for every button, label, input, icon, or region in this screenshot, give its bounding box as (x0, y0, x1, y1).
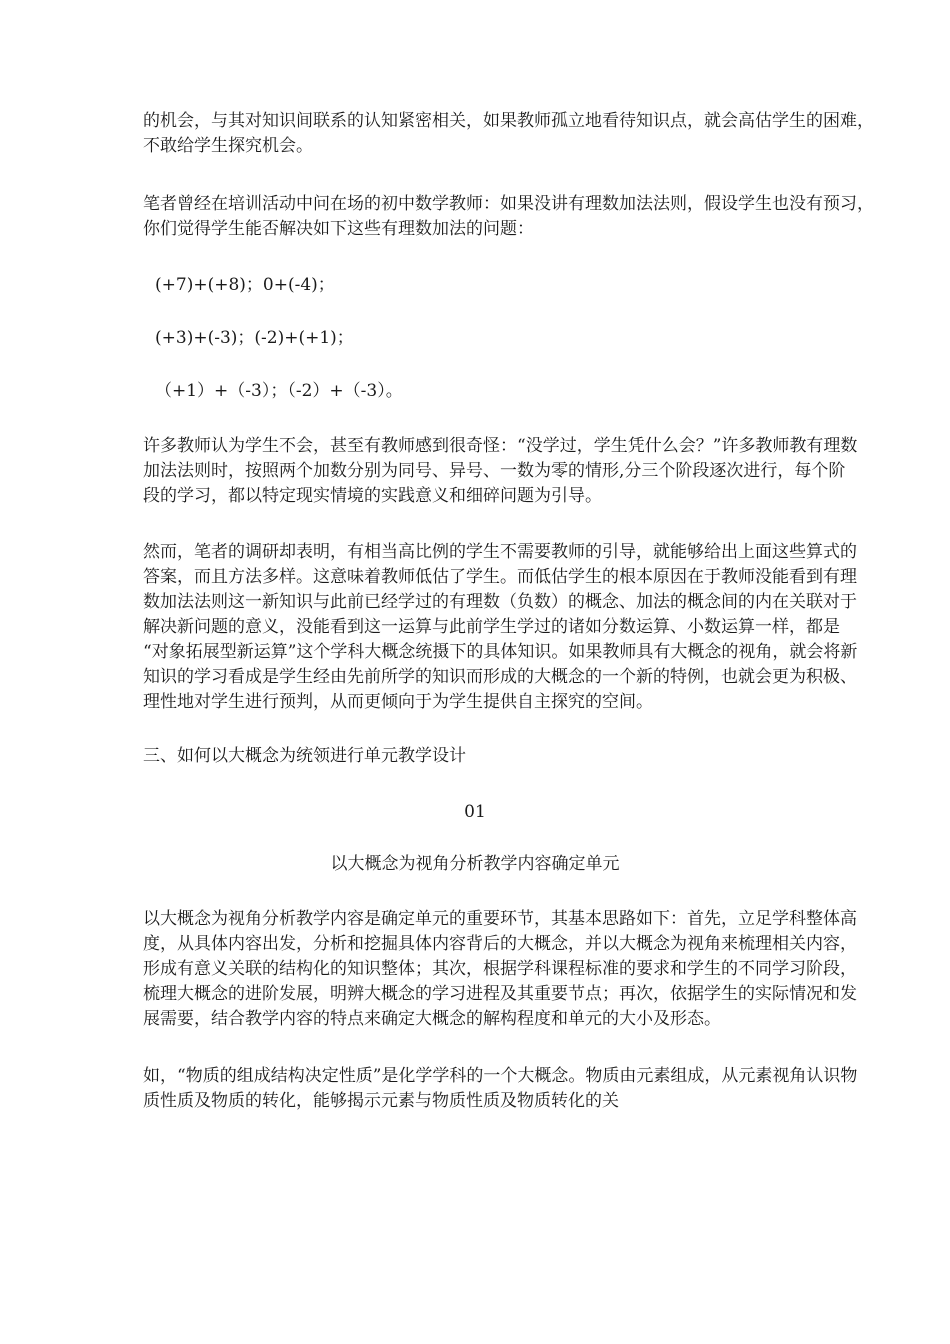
text-line: 不敢给学生探究机会。 (143, 136, 313, 156)
text-line: 笔者曾经在培训活动中问在场的初中数学教师：如果没讲有理数加法法则，假设学生也没有预习， (143, 194, 874, 214)
text-line: 梳理大概念的进阶发展，明辨大概念的学习进程及其重要节点；再次，依据学生的实际情况和发 (143, 984, 857, 1004)
formula-line: (+7)+(+8)；0+(-4)； (155, 275, 335, 295)
formula-line: （+1）+（-3）；（-2）+（-3）。 (155, 381, 403, 401)
paragraph-example (143, 1064, 943, 1114)
text-line: 知识的学习看成是学生经由先前所学的知识而形成的大概念的一个新的特例，也就会更为积极、 (143, 667, 857, 687)
subsection-number: 01 (464, 802, 486, 822)
paragraph-method (143, 907, 943, 1032)
text-line: 以大概念为视角分析教学内容是确定单元的重要环节，其基本思路如下：首先，立足学科整体高 (143, 909, 857, 929)
text-line: 形成有意义关联的结构化的知识整体；其次，根据学科课程标准的要求和学生的不同学习阶段， (143, 959, 857, 979)
text-line: 质性质及物质的转化，能够揭示元素与物质性质及物质转化的关 (143, 1091, 619, 1111)
text-line: 数加法法则这一新知识与此前已经学过的有理数（负数）的概念、加法的概念间的内在关联对于 (143, 592, 857, 612)
text-line: 解决新问题的意义，没能看到这一运算与此前学生学过的诸如分数运算、小数运算一样，都是 (143, 617, 840, 637)
text-line: 段的学习，都以特定现实情境的实践意义和细碎问题为引导。 (143, 486, 602, 506)
text-line: 然而，笔者的调研却表明，有相当高比例的学生不需要教师的引导，就能够给出上面这些算式的 (143, 542, 857, 562)
paragraph-research (143, 540, 943, 715)
text-line: 答案，而且方法多样。这意味着教师低估了学生。而低估学生的根本原因在于教师没能看到有理 (143, 567, 857, 587)
subsection-title: 以大概念为视角分析教学内容确定单元 (330, 854, 620, 874)
section-heading: 三、如何以大概念为统领进行单元教学设计 (143, 746, 466, 766)
paragraph-teachers-view (143, 434, 943, 509)
text-line: 度，从具体内容出发，分析和挖掘具体内容背后的大概念，并以大概念为视角来梳理相关内容， (143, 934, 857, 954)
text-line: 如，“物质的组成结构决定性质”是化学学科的一个大概念。物质由元素组成，从元素视角认识物 (143, 1066, 858, 1086)
paragraph-intro (143, 109, 943, 159)
text-line: 加法法则时，按照两个加数分别为同号、异号、一数为零的情形,分三个阶段逐次进行，每个阶 (143, 461, 846, 481)
text-line: 理性地对学生进行预判，从而更倾向于为学生提供自主探究的空间。 (143, 692, 653, 712)
paragraph-question (143, 192, 943, 242)
formula-line: (+3)+(-3)；(-2)+(+1)； (155, 328, 354, 348)
text-line: 许多教师认为学生不会，甚至有教师感到很奇怪：“没学过，学生凭什么会？”许多教师教有理数 (143, 436, 858, 456)
text-line: 的机会，与其对知识间联系的认知紧密相关，如果教师孤立地看待知识点，就会高估学生的困难， (143, 111, 874, 131)
text-line: 展需要，结合教学内容的特点来确定大概念的解构程度和单元的大小及形态。 (143, 1009, 721, 1029)
text-line: “对象拓展型新运算”这个学科大概念统摄下的具体知识。如果教师具有大概念的视角，就会将新 (143, 642, 858, 662)
text-line: 你们觉得学生能否解决如下这些有理数加法的问题： (143, 219, 534, 239)
